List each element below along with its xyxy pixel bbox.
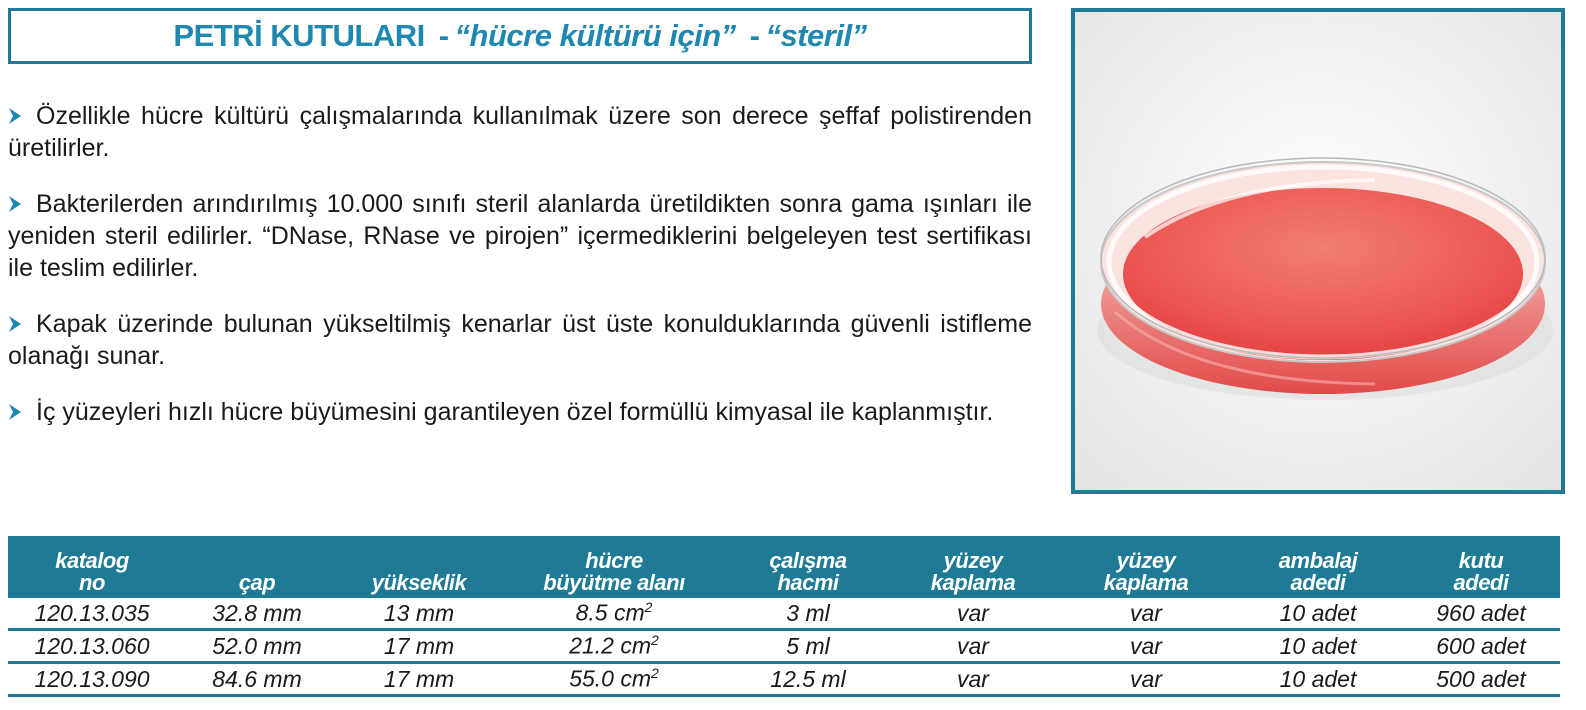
feature-text: Kapak üzerinde bulunan yükseltilmiş kenarlar üst üste konulduklarında güvenli istifleme olanağı sunar.	[8, 310, 1032, 370]
table-row	[8, 630, 1560, 663]
cell-diameter: 52.0 mm	[176, 630, 338, 663]
product-photo-frame	[1071, 8, 1565, 494]
cell-catalog: 120.13.035	[8, 598, 176, 630]
col-header-coating-2: yüzey kaplama	[1058, 536, 1234, 598]
col-header-diameter: çap	[176, 536, 338, 598]
cell-catalog: 120.13.090	[8, 663, 176, 696]
cell-pack-qty: 10 adet	[1234, 663, 1402, 696]
col-header-catalog: katalog no	[8, 536, 176, 598]
cell-diameter: 32.8 mm	[176, 598, 338, 630]
cell-coating-2: var	[1058, 598, 1234, 630]
cell-pack-qty: 10 adet	[1234, 630, 1402, 663]
feature-item	[8, 308, 1032, 372]
cell-coating-1: var	[888, 630, 1058, 663]
col-header-box-qty: kutu adedi	[1402, 536, 1560, 598]
title-dash-1: -	[438, 18, 449, 53]
cell-box-qty: 960 adet	[1402, 598, 1560, 630]
feature-text: Bakterilerden arındırılmış 10.000 sınıfı steril alanlarda üretildikten sonra gama ışınları ile yeniden steril edilirler. “DNase, RNase ve pirojen” içermediklerini belgeleyen test sertifikası ile teslim edilirler.	[8, 190, 1032, 282]
cell-volume: 5 ml	[728, 630, 888, 663]
col-header-pack-qty: ambalaj adedi	[1234, 536, 1402, 598]
cell-diameter: 84.6 mm	[176, 663, 338, 696]
title-sub-1: “hücre kültürü için”	[454, 18, 736, 53]
cell-volume: 3 ml	[728, 598, 888, 630]
title-main: PETRİ KUTULARI	[173, 18, 425, 53]
chevron-right-icon	[8, 107, 22, 125]
feature-item	[8, 396, 1032, 428]
chevron-right-icon	[8, 403, 22, 421]
title-sub-2: “steril”	[765, 18, 867, 53]
col-header-coating-1: yüzey kaplama	[888, 536, 1058, 598]
cell-catalog: 120.13.060	[8, 630, 176, 663]
feature-item	[8, 100, 1032, 164]
petri-dish-photo	[1075, 12, 1561, 490]
col-header-height: yükseklik	[338, 536, 500, 598]
cell-area: 8.5 $cm^2$	[500, 598, 728, 630]
cell-box-qty: 500 adet	[1402, 663, 1560, 696]
cell-area: 21.2 $cm^2$	[500, 630, 728, 663]
cell-coating-2: var	[1058, 630, 1234, 663]
chevron-right-icon	[8, 315, 22, 333]
table-row	[8, 663, 1560, 696]
table-header-row	[8, 536, 1560, 598]
feature-text: Özellikle hücre kültürü çalışmalarında kullanılmak üzere son derece şeffaf polistirenden üretilirler.	[8, 102, 1032, 162]
title-dash-2: -	[749, 18, 760, 53]
cell-area: 55.0 $cm^2$	[500, 663, 728, 696]
cell-coating-2: var	[1058, 663, 1234, 696]
chevron-right-icon	[8, 195, 22, 213]
cell-pack-qty: 10 adet	[1234, 598, 1402, 630]
cell-box-qty: 600 adet	[1402, 630, 1560, 663]
cell-volume: 12.5 ml	[728, 663, 888, 696]
feature-list	[8, 100, 1032, 452]
cell-height: 13 mm	[338, 598, 500, 630]
feature-text: İç yüzeyleri hızlı hücre büyümesini garantileyen özel formüllü kimyasal ile kaplanmıştır.	[36, 398, 994, 426]
page-title	[8, 8, 1032, 64]
feature-item	[8, 188, 1032, 284]
cell-coating-1: var	[888, 598, 1058, 630]
product-spec-table	[8, 536, 1560, 697]
cell-height: 17 mm	[338, 663, 500, 696]
col-header-growth-area: hücre büyütme alanı	[500, 536, 728, 598]
table-row	[8, 598, 1560, 630]
cell-coating-1: var	[888, 663, 1058, 696]
col-header-volume: çalışma hacmi	[728, 536, 888, 598]
cell-height: 17 mm	[338, 630, 500, 663]
